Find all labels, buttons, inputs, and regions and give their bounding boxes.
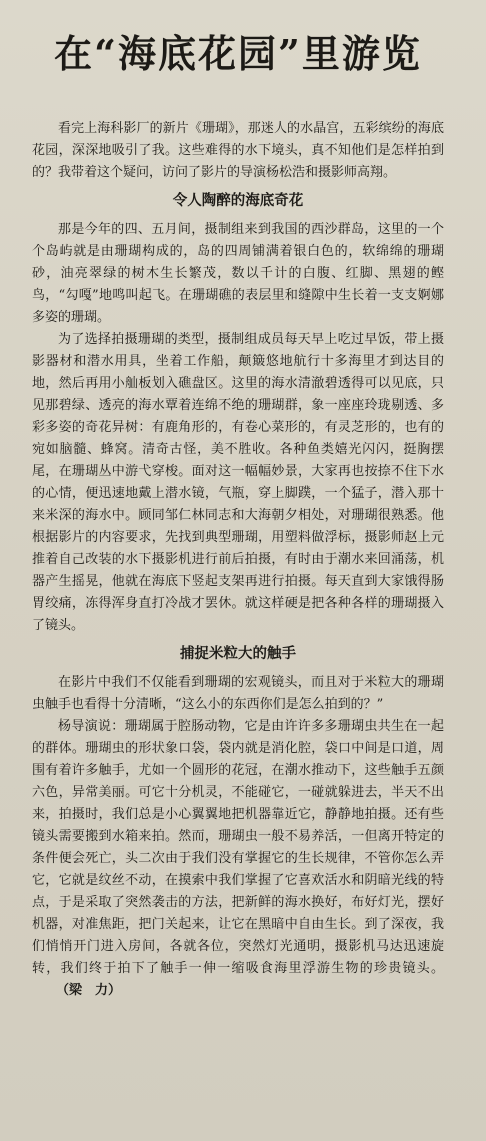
section2-paragraph-1: 在影片中我们不仅能看到珊瑚的宏观镜头，而且对于米粒大的珊瑚虫触手也看得十分清晰，“这么小的东西你们是怎么拍到的？” xyxy=(32,675,444,712)
section1-paragraph-1: 那是今年的四、五月间，摄制组来到我国的西沙群岛，这里的一个个岛屿就是由珊瑚构成的，岛的四周铺满着银白色的，软绵绵的珊瑚砂，油亮翠绿的树木生长繁茂，数以千计的白腹、红脚、黑翅的鲣鸟，“勾嘎”地鸣叫起飞。在珊瑚礁的表层里和缝隙中生长着一支支婀娜多姿的珊瑚。 xyxy=(32,222,444,325)
intro-paragraph: 看完上海科影厂的新片《珊瑚》，那迷人的水晶宫，五彩缤纷的海底花园，深深地吸引了我。这些难得的水下境头，真不知他们是怎样拍到的？我带着这个疑问，访问了影片的导演杨松浩和摄影师高翔。 xyxy=(32,121,444,180)
section-heading-2: 捕捉米粒大的触手 xyxy=(180,646,296,662)
author-signature: （梁 力） xyxy=(56,983,122,998)
article-body xyxy=(32,118,444,1002)
section1-paragraph-2: 为了选择拍摄珊瑚的类型，摄制组成员每天早上吃过早饭，带上摄影器材和潜水用具，坐着工作船，颠簸悠地航行十多海里才到达目的地，然后再用小舢板划入礁盘区。这里的海水清澈碧透得可以见底，只见那碧绿、透亮的海水覃着连绵不绝的珊瑚群，象一座座玲珑剔透、多彩多姿的奇花异树：有鹿角形的，有卷心菜形的，有灵芝形的，也有的宛如脑髓、蜂窝。清奇古怪，美不胜收。各种鱼类嬉光闪闪，挺胸摆尾，在珊瑚丛中游弋穿梭。面对这一幅幅妙景，大家再也按捺不住下水的心情，便迅速地戴上潜水镜，气瓶，穿上脚蹼，一个猛子，潜入那十来米深的海水中。顾同邹仁林同志和大海朝夕相处，对珊瑚很熟悉。他根据影片的内容要求，先找到典型珊瑚，用塑料做浮标，摄影师赵上元推着自己改装的水下摄影机进行前后拍摄，有时由于潮水来回涌荡，机器产生摇晃，他就在海底下竖起支架再进行拍摄。每天直到大家饿得肠胃绞痛，冻得浑身直打冷战才罢休。就这样硬是把各种各样的珊瑚摄入了镜头。 xyxy=(32,332,444,633)
section2-paragraph-2-text: 杨导演说：珊瑚属于腔肠动物，它是由许许多多珊瑚虫共生在一起的群体。珊瑚虫的形状象口袋，袋内就是消化腔，袋口中间是口道，周围有着许多触手，尤如一个圆形的花冠，在潮水推动下，这些触手五颜六色，异常美丽。可它十分机灵，不能碰它，一碰就躲进去，半天不出来，拍摄时，我们总是小心翼翼地把机器靠近它，静静地拍摄。还有些镜头需要搬到水箱来拍。然而，珊瑚虫一般不易养活，一但离开特定的条件便会死亡，头二次由于我们没有掌握它的生长规律，不管你怎么弄它，它就是纹丝不动，在摸索中我们掌握了它喜欢活水和阴暗光线的特点，于是采取了突然袭击的方法，把新鲜的海水换好，布好灯光，摆好机器，对准焦距，把门关起来，让它在黑暗中自由生长。到了深夜，我们悄悄开门进入房间，各就各位，突然灯光通明，摄影机马达迅速旋转，我们终于拍下了触手一伸一缩吸食海里浮游生物的珍贵镜头。 xyxy=(32,719,444,976)
section2-paragraph-2 xyxy=(32,716,444,1002)
article-title: 在“海底花园”里游览 xyxy=(54,31,422,76)
section-heading-1: 令人陶醉的海底奇花 xyxy=(172,193,304,209)
